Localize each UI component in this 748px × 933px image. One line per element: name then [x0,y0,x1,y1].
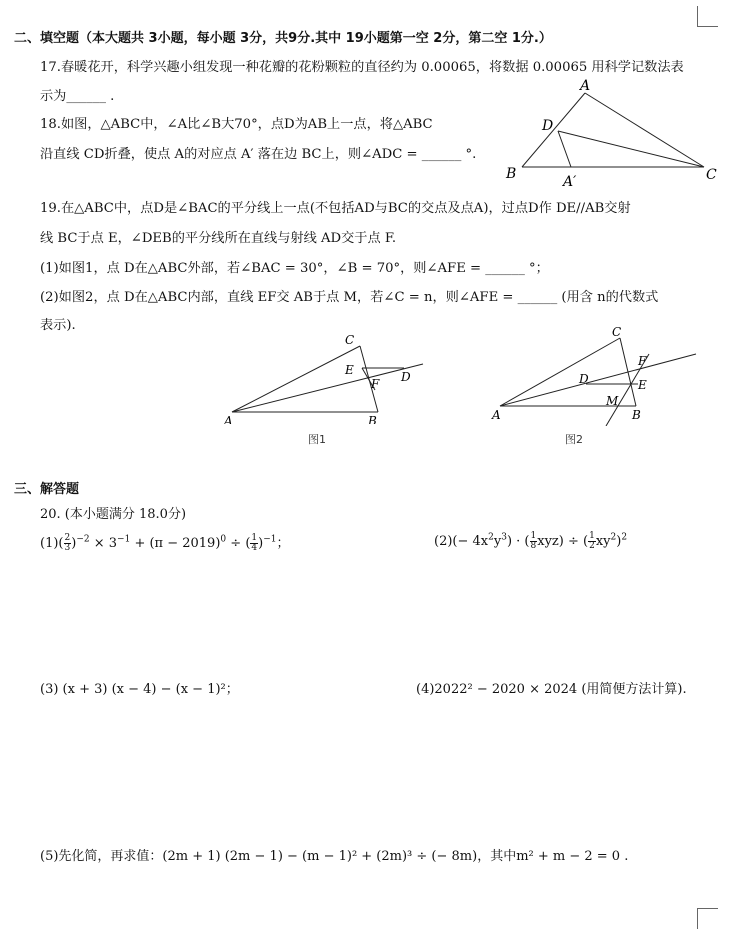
fig18-label-b: B [506,166,517,182]
fraction-1-8: $\frac{1}{8}$ [530,531,537,551]
fig18-label-c: C [706,167,717,183]
fig1-label-f: F [371,377,380,391]
fig2-label-f: F [638,354,647,368]
figure-1 [218,328,438,424]
problem-5: (5)先化简，再求值：(2m + 1) (2m − 1) − (m − 1)² + (2m)³ ÷ (− 8m)，其中m² + m − 2 = 0 . [40,849,629,864]
section-3-title: 三、解答题 [14,482,80,497]
question-19-part-2: (2)如图2，点 D在△ABC内部，直线 EF交 AB于点 M，若∠C = n，则∠AFE = ______ (用含 n的代数式 [40,290,659,305]
figure-2-caption: 图2 [565,433,583,446]
question-18-line-2: 沿直线 CD折叠，使点 A的对应点 A′ 落在边 BC上，则∠ADC = ______ °. [40,147,477,162]
question-19-line-2: 线 BC于点 E，∠DEB的平分线所在直线与射线 AD交于点 F. [40,231,397,246]
fig18-label-d: D [542,118,554,134]
fig1-label-e: E [345,363,354,377]
fig1-label-b: B [368,414,377,424]
fig2-label-d: D [579,372,589,386]
question-19-line-1: 19.在△ABC中，点D是∠BAC的平分线上一点(不包括AD与BC的交点及点A)，过点D作 DE//AB交射 [40,201,631,216]
figure-q18-triangle [500,78,730,194]
fig18-label-a: A [580,78,591,94]
fig2-label-c: C [612,325,622,339]
problem-1: (1)( $\frac{2}{3}$ )$^{-2} \times 3^{-1} + (\pi - 2019)^0$ ÷ ( $\frac{1}{4}$ )$^{-1}$； [40,533,290,553]
fraction-1-2: $\frac{1}{2}$ [589,531,595,551]
problem-2: $(2)(- 4x^2y^3)$ · ( $\frac{1}{8}$ xyz) ÷ ( $\frac{1}{2}$ $xy^2)^2$ [434,531,628,551]
fraction-2-3: $\frac{2}{3}$ [64,533,71,553]
corner-mark-bottom-right [697,908,718,929]
fig2-label-b: B [632,408,641,422]
question-18-line-1: 18.如图，△ABC中，∠A比∠B大70°，点D为AB上一点，将△ABC [40,117,433,132]
question-17-line-1: 17.春暖花开，科学兴趣小组发现一种花瓣的花粉颗粒的直径约为 0.00065，将数据 0.00065 用科学记数法表 [40,60,684,75]
problem-3: (3) (x + 3) (x − 4) − (x − 1)²； [40,682,239,697]
figure-1-caption: 图1 [308,433,326,446]
fig18-label-a-prime: A′ [563,174,577,190]
fig2-label-m: M [606,394,619,408]
fig2-label-a: A [492,408,501,422]
question-17-line-2: 示为______ . [40,89,115,104]
figure-2 [486,322,706,426]
section-2-title: 二、填空题（本大题共 3小题，每小题 3分，共9分.其中 19小题第一空 2分，第二空 1分.） [14,31,552,46]
fig1-label-c: C [345,333,355,347]
question-20-header: 20. (本小题满分 18.0分) [40,507,187,522]
problem-4: (4)2022² − 2020 × 2024 (用简便方法计算). [416,682,687,697]
question-19-part-2-cont: 表示). [40,318,76,333]
fraction-1-4: $\frac{1}{4}$ [251,533,258,553]
fig1-label-a: A [224,414,233,424]
fig1-label-d: D [401,370,411,384]
question-19-part-1: (1)如图1，点 D在△ABC外部，若∠BAC = 30°，∠B = 70°，则∠AFE = ______ °； [40,261,549,276]
fig2-label-e: E [638,378,647,392]
corner-mark-top-right [697,6,718,27]
